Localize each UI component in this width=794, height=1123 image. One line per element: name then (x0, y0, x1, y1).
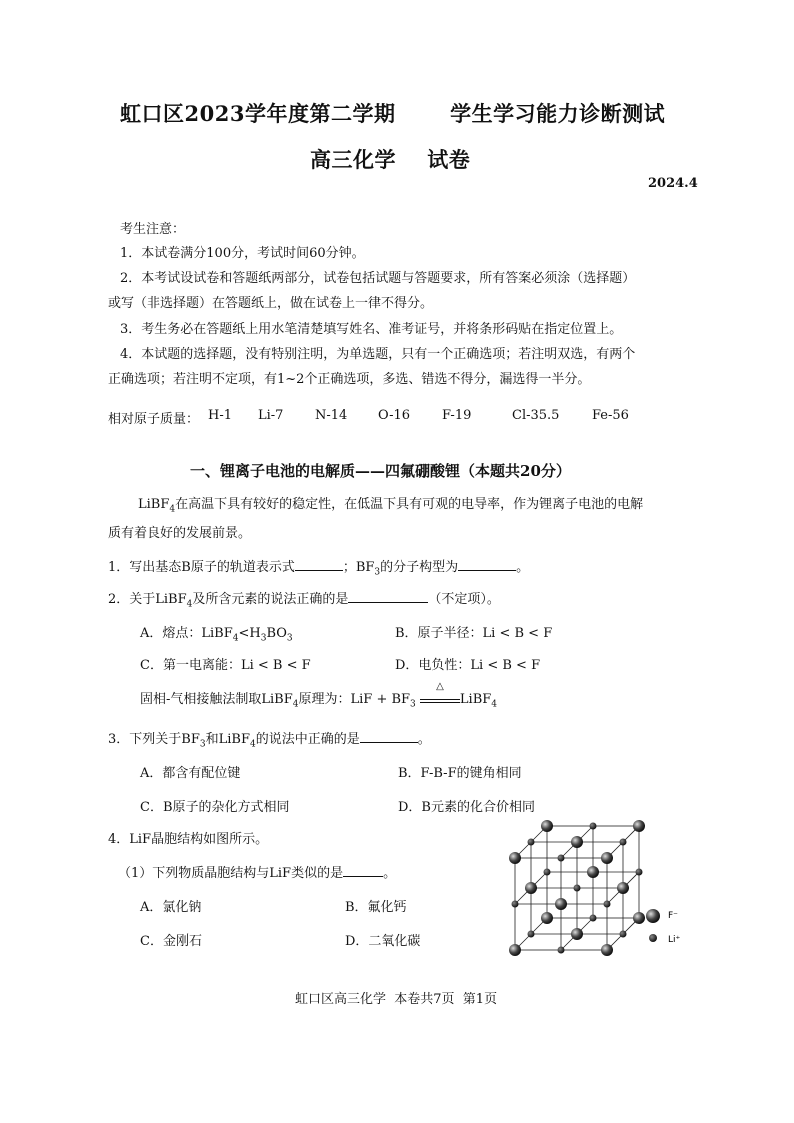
q3-option-a: A．都含有配位键 (140, 766, 241, 781)
intro-line: 质有着良好的发展前景。 (108, 526, 252, 541)
reaction-text: LiBF (459, 692, 492, 707)
subscript: 3 (199, 739, 206, 750)
subscript: 4 (292, 699, 299, 710)
legend-lithium-ball (649, 934, 657, 942)
option-text: BO (266, 626, 287, 641)
atomic-mass-item: N-14 (315, 408, 348, 423)
q2-text: 2．关于LiBF (108, 592, 187, 607)
q4-option-c: C．金刚石 (140, 934, 202, 949)
question-1 (108, 556, 529, 578)
subscript: 3 (374, 567, 381, 578)
q2-text: （不定项）。 (428, 592, 500, 607)
q4-end: 。 (383, 866, 397, 881)
exam-date: 2024.4 (648, 176, 698, 191)
q2-option-d: D．电负性：Li < B < F (395, 658, 541, 673)
question-4-1 (118, 862, 396, 881)
q3-text: 3．下列关于BF (108, 732, 200, 747)
atomic-mass-item: F-19 (442, 408, 472, 423)
atomic-mass-item: H-1 (208, 408, 233, 423)
q4-option-a: A．氯化钠 (140, 900, 202, 915)
q4-text: （1）下列物质晶胞结构与LiF类似的是 (118, 866, 344, 881)
intro-text: 在高温下具有较好的稳定性，在低温下具有可观的电导率，作为锂离子电池的电解 (175, 497, 644, 512)
option-text: <H (238, 626, 261, 641)
q2-text: 及所含元素的说法正确的是 (192, 592, 349, 607)
question-3 (108, 728, 431, 750)
q3-option-d: D．B元素的化合价相同 (398, 800, 535, 815)
q2-option-a (140, 622, 293, 644)
q3-text: 的说法中正确的是 (255, 732, 360, 747)
answer-blank (458, 557, 516, 571)
q1-text: 1．写出基态B原子的轨道表示式 (108, 560, 295, 575)
subscript: 3 (286, 633, 293, 644)
q3-option-b: B．F-B-F的键角相同 (398, 766, 522, 781)
q4-option-d: D．二氧化碳 (345, 934, 421, 949)
legend-fluoride-ball (646, 909, 660, 923)
q3-option-c: C．B原子的杂化方式相同 (140, 800, 290, 815)
subscript: 3 (260, 633, 267, 644)
reaction-text: 原理为：LiF + BF (298, 692, 411, 707)
q4-option-b: B．氟化钙 (345, 900, 407, 915)
option-text: A．熔点：LiBF (140, 626, 233, 641)
notice-heading: 考生注意： (120, 222, 186, 237)
answer-blank (348, 589, 428, 603)
exam-title: 虹口区2023学年度第二学期 学生学习能力诊断测试 (120, 101, 666, 126)
notice-item: 正确选项；若注明不定项，有1~2个正确选项，多选、错选不得分，漏选得一半分。 (108, 372, 591, 387)
subscript: 4 (186, 599, 193, 610)
q3-end: 。 (417, 732, 431, 747)
q2-option-c: C．第一电离能：Li < B < F (140, 658, 311, 673)
question-4: 4．LiF晶胞结构如图所示。 (108, 832, 269, 847)
intro-line: LiBF$_4$在高温下具有较好的稳定性，在低温下具有可观的电导率，作为锂离子电池的电解 (138, 497, 644, 515)
subscript: 4 (491, 699, 498, 710)
subscript: 4 (169, 504, 176, 515)
subscript: 4 (249, 739, 256, 750)
answer-blank (360, 729, 418, 743)
page-footer: 虹口区高三化学 本卷共7页 第1页 (295, 992, 498, 1007)
atomic-mass-label: 相对原子质量： (108, 412, 200, 427)
notice-item: 或写（非选择题）在答题纸上，做在试卷上一律不得分。 (108, 296, 434, 311)
answer-blank (343, 863, 383, 877)
atomic-mass-item: Li-7 (258, 408, 284, 423)
subscript: 3 (410, 699, 416, 710)
q2-option-b: B．原子半径：Li < B < F (395, 626, 553, 641)
notice-item: 2．本考试设试卷和答题纸两部分，试卷包括试题与答题要求，所有答案必须涂（选择题） (120, 271, 636, 286)
q1-end: 。 (516, 560, 530, 575)
atomic-mass-item: Fe-56 (592, 408, 629, 423)
q3-text: 和LiBF (205, 732, 250, 747)
q1-text: ；BF (342, 560, 375, 575)
notice-item: 1．本试卷满分100分，考试时间60分钟。 (120, 246, 365, 261)
equals-sign (420, 681, 460, 703)
legend-f-label: F⁻ (668, 911, 678, 921)
atomic-mass-item: Cl-35.5 (512, 408, 560, 423)
answer-blank (295, 557, 343, 571)
heat-condition: △ (436, 681, 444, 692)
reaction-text: 固相-气相接触法制取LiBF (140, 692, 293, 707)
reaction-line (140, 681, 498, 710)
subscript: 4 (232, 633, 239, 644)
legend-li-label: Li⁺ (668, 935, 681, 945)
q1-text: 的分子构型为 (380, 560, 459, 575)
atomic-mass-item: O-16 (378, 408, 411, 423)
notice-item: 3．考生务必在答题纸上用水笔清楚填写姓名、准考证号，并将条形码贴在指定位置上。 (120, 322, 623, 337)
question-2 (108, 588, 500, 610)
section-heading: 一、锂离子电池的电解质——四氟硼酸锂（本题共20分） (190, 462, 571, 480)
exam-subtitle: 高三化学 试卷 (310, 147, 471, 172)
lif-crystal-figure (505, 820, 690, 958)
notice-item: 4．本试题的选择题，没有特别注明，为单选题，只有一个正确选项；若注明双选，有两个 (120, 347, 636, 362)
